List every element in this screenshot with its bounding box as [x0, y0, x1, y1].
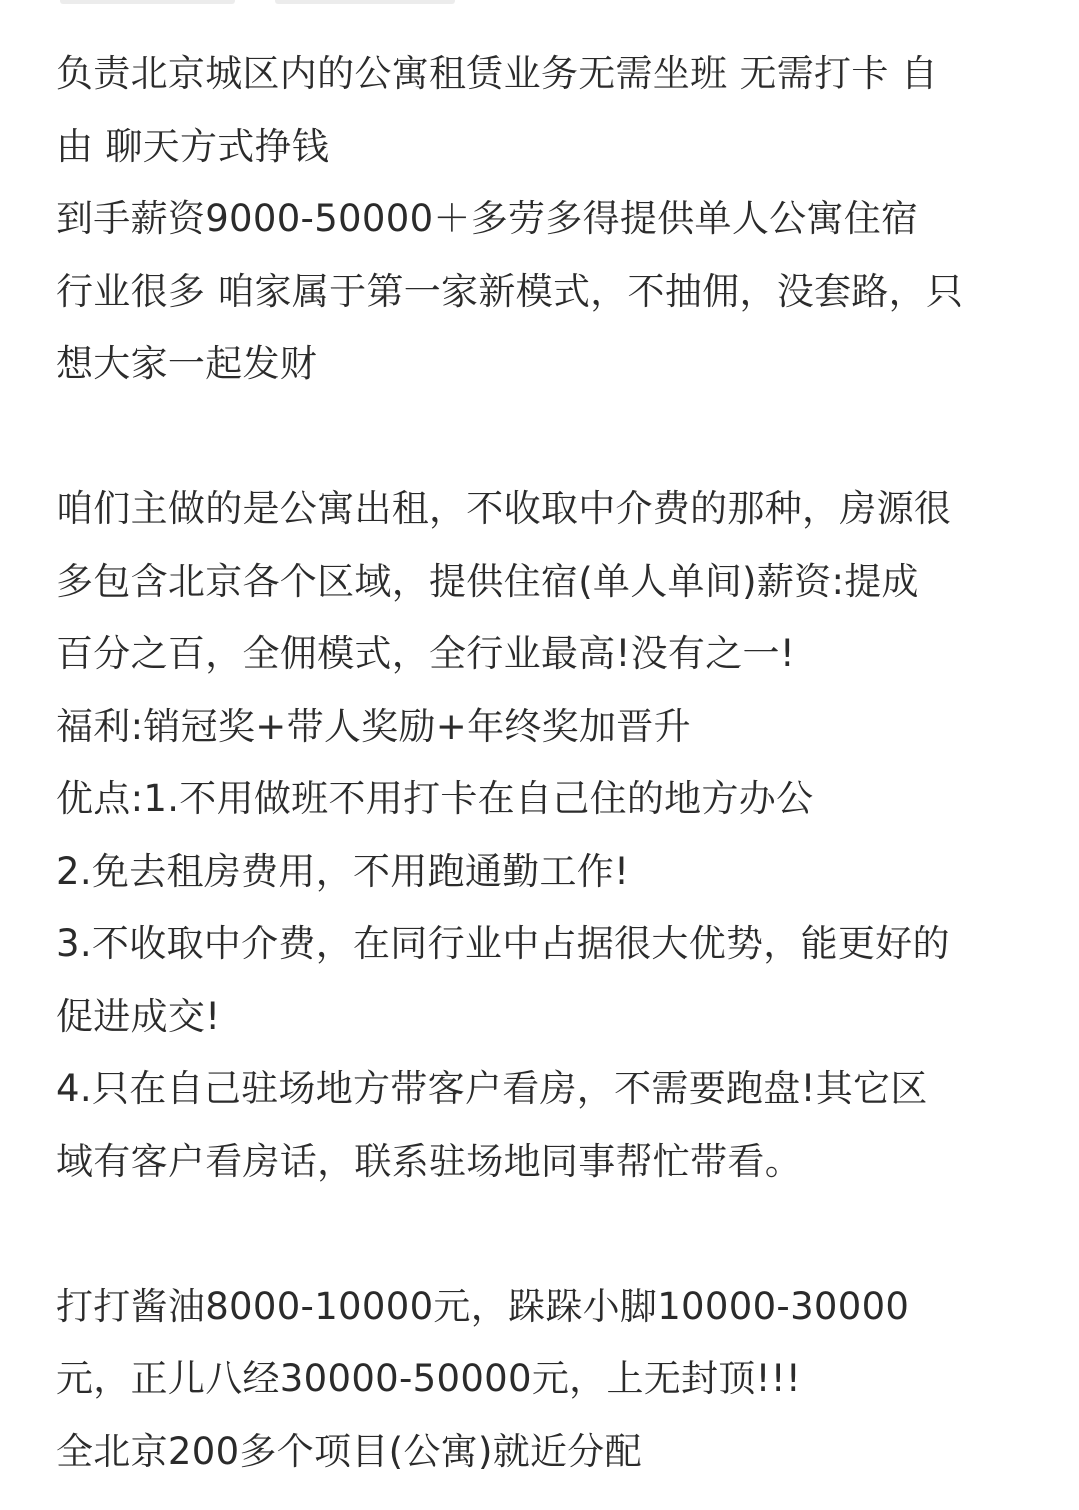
- post-line: 4.只在自己驻场地方带客户看房，不需要跑盘!其它区: [56, 1067, 928, 1110]
- post-line: 打打酱油8000-10000元，跺跺小脚10000-30000: [56, 1284, 910, 1328]
- paragraph-spacer: [56, 401, 1031, 474]
- top-tab-strip: [60, 0, 480, 6]
- post-line: 行业很多 咱家属于第一家新模式，不抽佣，没套路，只: [56, 269, 964, 313]
- post-line: 元，正儿八经30000-50000元，上无封顶!!!: [56, 1357, 802, 1400]
- post-line: 咱们主做的是公寓出租，不收取中介费的那种，房源很: [56, 487, 952, 530]
- top-tab-right[interactable]: [275, 0, 455, 4]
- post-body: [56, 38, 1031, 1488]
- post-line: 优点:1.不用做班不用打卡在自己住的地方办公: [56, 777, 814, 820]
- post-line: 福利:销冠奖+带人奖励+年终奖加晋升: [56, 704, 691, 748]
- post-line: 全北京200多个项目(公寓)就近分配: [56, 1429, 642, 1473]
- post-line: 到手薪资9000-50000＋多劳多得提供单人公寓住宿: [56, 197, 919, 240]
- post-line: 负责北京城区内的公寓租赁业务无需坐班 无需打卡 自: [56, 52, 939, 95]
- top-tab-left[interactable]: [60, 0, 235, 4]
- post-line: 促进成交!: [56, 994, 221, 1038]
- post-line: 2.免去租房费用，不用跑通勤工作!: [56, 849, 630, 893]
- post-line: 域有客户看房话，联系驻场地同事帮忙带看。: [56, 1139, 802, 1183]
- post-line: 想大家一起发财: [56, 342, 318, 385]
- post-line: 多包含北京各个区域，提供住宿(单人单间)薪资:提成: [56, 559, 919, 603]
- post-line: 百分之百，全佣模式，全行业最高!没有之一!: [56, 632, 795, 675]
- post-line: 由 聊天方式挣钱: [56, 124, 330, 168]
- post-line: 3.不收取中介费，在同行业中占据很大优势，能更好的: [56, 922, 950, 965]
- paragraph-spacer: [56, 1198, 1031, 1271]
